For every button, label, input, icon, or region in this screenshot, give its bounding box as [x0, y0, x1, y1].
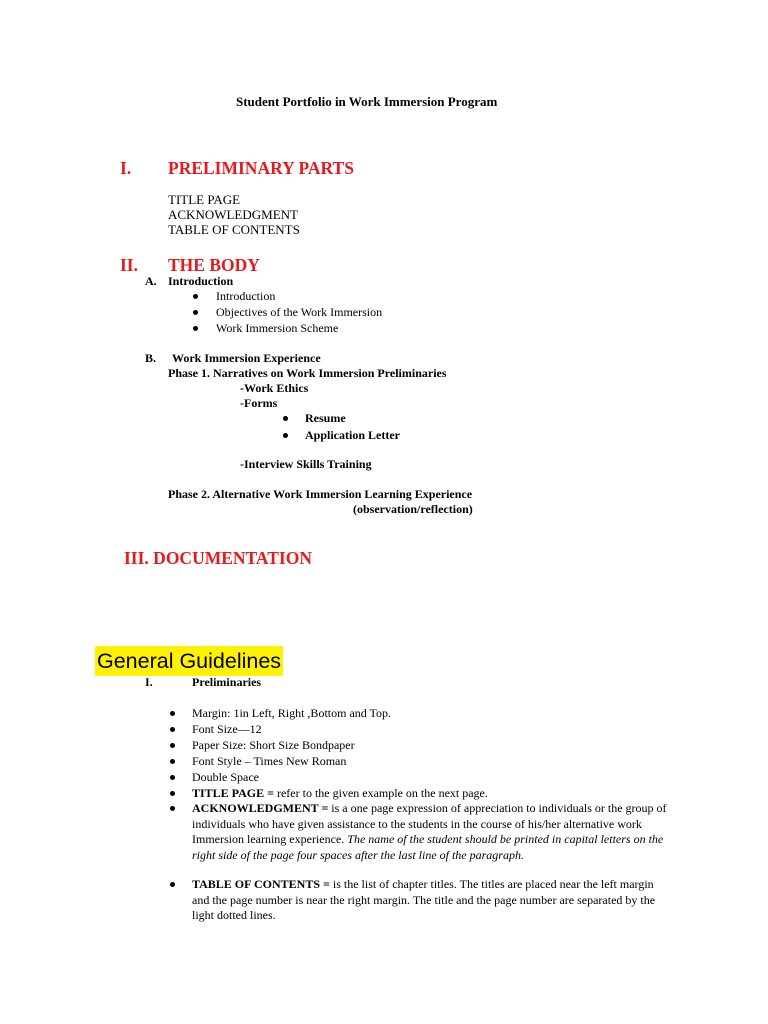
bullet-icon — [170, 711, 175, 716]
acknowledgment-italic-note: The name of the student should be printed in capital letters on the right side of the page four spaces after the last line of the paragraph. — [192, 832, 664, 862]
guideline-item: Font Size—12 — [192, 722, 262, 736]
bullet-icon — [170, 775, 175, 780]
title-page-label: TITLE PAGE = — [192, 786, 274, 800]
guideline-item: Double Space — [192, 770, 259, 784]
bullet-icon — [170, 727, 175, 732]
title-page-text: refer to the given example on the next page. — [273, 786, 488, 800]
acknowledgment-guideline — [192, 801, 672, 863]
bullet-icon — [193, 310, 198, 315]
bullet-icon — [170, 791, 175, 796]
intro-bullet: Objectives of the Work Immersion — [216, 305, 383, 319]
bullet-icon — [283, 416, 288, 421]
subsection-b-title: Work Immersion Experience — [172, 351, 321, 365]
subsection-b-label: B. — [145, 351, 157, 365]
guideline-item: Margin: 1in Left, Right ,Bottom and Top. — [192, 706, 392, 720]
intro-bullet: Work Immersion Scheme — [216, 321, 339, 335]
bullet-icon — [170, 882, 175, 887]
bullet-icon — [170, 806, 175, 811]
guideline-item: Paper Size: Short Size Bondpaper — [192, 738, 355, 752]
toc-text: is the list of chapter titles. The titles are placed near the left margin and the page number is near the right margin. The title and the page number are separated by the light dotted lines. — [192, 877, 656, 922]
forms-line: -Forms — [240, 396, 278, 410]
acknowledgment-label: ACKNOWLEDGMENT = — [192, 801, 329, 815]
form-item: Application Letter — [305, 428, 400, 442]
section1-number: I. — [120, 158, 132, 178]
intro-bullet: Introduction — [216, 289, 276, 303]
section1-item: ACKNOWLEDGMENT — [168, 207, 298, 222]
bullet-icon — [283, 433, 288, 438]
acknowledgment-text: is a one page expression of appreciation to individuals or the group of individuals who have given assistance to the students in the course of his/her alternative work Immersion learning experience. — [192, 801, 667, 846]
guidelines-sub-title: Preliminaries — [192, 675, 262, 689]
subsection-a-label: A. — [145, 274, 157, 288]
section2-heading: THE BODY — [168, 255, 260, 275]
phase1-line: Phase 1. Narratives on Work Immersion Preliminaries — [168, 366, 447, 380]
phase2-note: (observation/reflection) — [353, 502, 473, 516]
title-page-guideline — [192, 786, 672, 802]
bullet-icon — [193, 326, 198, 331]
subsection-a-title: Introduction — [168, 274, 234, 288]
toc-guideline — [192, 877, 672, 924]
section1-item: TABLE OF CONTENTS — [168, 222, 300, 237]
general-guidelines-title: General Guidelines — [95, 646, 283, 676]
toc-label: TABLE OF CONTENTS = — [192, 877, 330, 891]
bullet-icon — [170, 743, 175, 748]
interview-line: -Interview Skills Training — [240, 457, 372, 471]
form-item: Resume — [305, 411, 346, 425]
work-ethics-line: -Work Ethics — [240, 381, 309, 395]
bullet-icon — [170, 759, 175, 764]
section1-heading: PRELIMINARY PARTS — [168, 158, 354, 178]
section3-heading: III. DOCUMENTATION — [124, 548, 312, 568]
section2-number: II. — [120, 255, 138, 275]
bullet-icon — [193, 294, 198, 299]
document-title: Student Portfolio in Work Immersion Program — [236, 94, 498, 109]
guidelines-sub-number: I. — [145, 675, 153, 689]
phase2-line: Phase 2. Alternative Work Immersion Learning Experience — [168, 487, 473, 501]
guideline-item: Font Style – Times New Roman — [192, 754, 347, 768]
section1-item: TITLE PAGE — [168, 192, 241, 207]
